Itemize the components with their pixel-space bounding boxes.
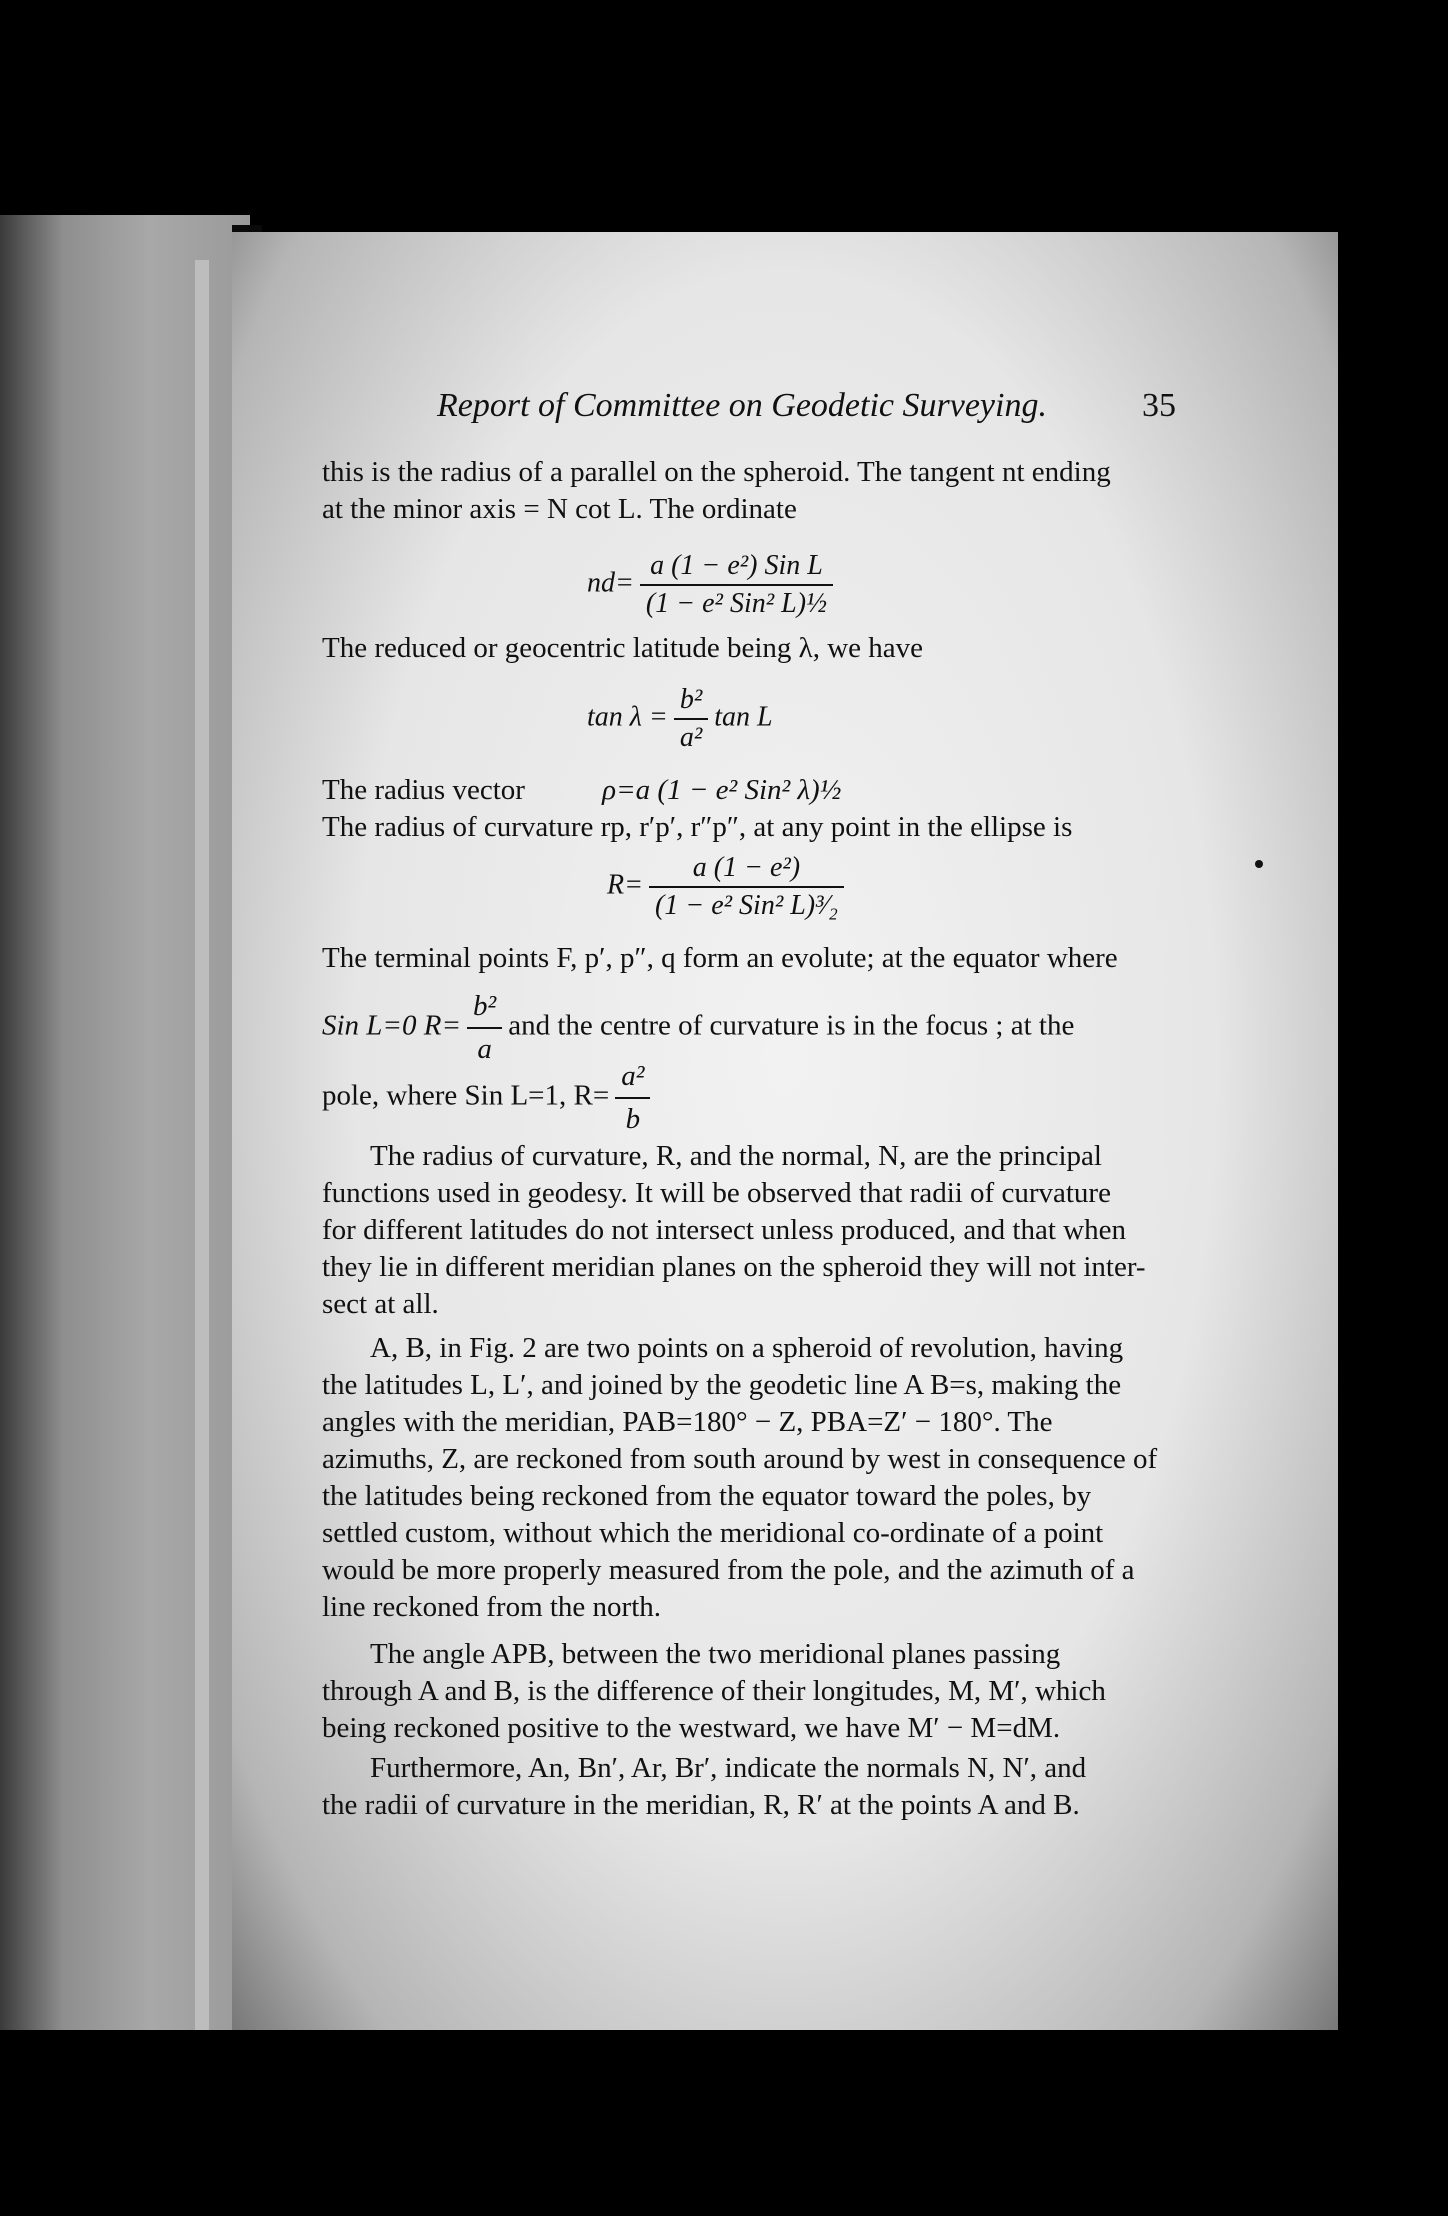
paragraph-angle-apb [322, 1636, 1177, 1747]
facing-page [0, 215, 250, 2055]
running-title: Report of Committee on Geodetic Surveying. [437, 387, 1047, 424]
equation-nd [322, 550, 1442, 620]
text-line: through A and B, is the difference of their longitudes, M, M′, which [322, 1675, 1106, 1707]
terminal-points-line [322, 940, 1177, 977]
paragraph-principal-functions [322, 1138, 1177, 1323]
fraction [649, 852, 844, 922]
fraction-numerator: a (1 − e²) Sin L [640, 550, 833, 586]
text-line: angles with the meridian, PAB=180° − Z, PBA=Z′ − 180°. The [322, 1406, 1053, 1438]
fraction [467, 988, 502, 1068]
page-header [232, 387, 1338, 437]
equation-lhs: nd= [587, 567, 634, 599]
text-line: the latitudes L, L′, and joined by the geodetic line A B=s, making the [322, 1369, 1122, 1401]
fraction-denominator: (1 − e² Sin² L)½ [645, 588, 828, 619]
fraction-denominator: a² [679, 722, 703, 753]
text-line: they lie in different meridian planes on the spheroid they will not inter- [322, 1251, 1146, 1283]
text-line: Furthermore, An, Bn′, Ar, Br′, indicate the normals N, N′, and [370, 1752, 1087, 1784]
text-line: The terminal points F, p′, p″, q form an evolute; at the equator where [322, 942, 1118, 974]
text-line: A, B, in Fig. 2 are two points on a spheroid of revolution, having [370, 1332, 1124, 1364]
text-line: this is the radius of a parallel on the spheroid. The tangent nt ending [322, 456, 1111, 488]
text-line: the radii of curvature in the meridian, R, R′ at the points A and B. [322, 1789, 1080, 1821]
radius-vector-line [322, 772, 1177, 846]
fraction-numerator: b² [467, 988, 502, 1029]
text-line [322, 772, 1177, 809]
fraction-denominator: (1 − e² Sin² L)³⁄₂ [655, 890, 838, 921]
equation-tan [322, 684, 1442, 754]
reduced-latitude-line [322, 630, 1177, 667]
sin-line [322, 988, 1177, 1068]
page-number: 35 [1142, 387, 1176, 424]
text-line: the latitudes being reckoned from the equator toward the poles, by [322, 1480, 1092, 1512]
text-line: would be more properly measured from the pole, and the azimuth of a [322, 1554, 1135, 1586]
opening-lines [322, 454, 1177, 528]
text-line: settled custom, without which the meridional co-ordinate of a point [322, 1517, 1104, 1549]
page-speck [1255, 860, 1263, 868]
radius-vector-formula: ρ=a (1 − e² Sin² λ)½ [602, 774, 842, 806]
text-line: The radius of curvature, R, and the normal, N, are the principal [370, 1140, 1102, 1172]
radius-vector-label: The radius vector [322, 774, 525, 806]
text-line [322, 1058, 1177, 1138]
equation-lhs: tan λ = [587, 701, 668, 733]
pole-line [322, 1058, 1177, 1138]
equation-rhs: tan L [714, 701, 773, 733]
fraction [640, 550, 833, 620]
paragraph-geodetic-line [322, 1330, 1177, 1626]
facing-page-edge [195, 260, 209, 2050]
paragraph-normals [322, 1750, 1177, 1824]
text-line: The radius of curvature rp, r′p′, r″p″, at any point in the ellipse is [322, 811, 1073, 843]
text-line: The reduced or geocentric latitude being λ, we have [322, 632, 924, 664]
sin-suffix: and the centre of curvature is in the focus ; at the [508, 1009, 1075, 1042]
document-page [232, 232, 1338, 2068]
pole-prefix: pole, where Sin L=1, R= [322, 1079, 610, 1112]
fraction-denominator: b [625, 1103, 641, 1135]
text-line: being reckoned positive to the westward, we have M′ − M=dM. [322, 1712, 1061, 1744]
fraction-numerator: a (1 − e²) [649, 852, 844, 888]
sin-prefix: Sin L=0 R= [322, 1009, 462, 1042]
fraction [674, 684, 708, 754]
scan-border [0, 2030, 1448, 2216]
text-line: functions used in geodesy. It will be observed that radii of curvature [322, 1177, 1111, 1209]
text-line: sect at all. [322, 1288, 439, 1320]
text-line: The angle APB, between the two meridional planes passing [370, 1638, 1061, 1670]
text-line: azimuths, Z, are reckoned from south around by west in consequence of [322, 1443, 1158, 1475]
text-line: line reckoned from the north. [322, 1591, 662, 1623]
text-line: for different latitudes do not intersect unless produced, and that when [322, 1214, 1126, 1246]
fraction-denominator: a [477, 1033, 492, 1065]
equation-R [322, 852, 1448, 922]
text-line: at the minor axis = N cot L. The ordinate [322, 493, 797, 525]
equation-lhs: R= [607, 869, 643, 901]
fraction [615, 1058, 650, 1138]
fraction-numerator: b² [674, 684, 708, 720]
fraction-numerator: a² [615, 1058, 650, 1099]
text-line [322, 988, 1177, 1068]
